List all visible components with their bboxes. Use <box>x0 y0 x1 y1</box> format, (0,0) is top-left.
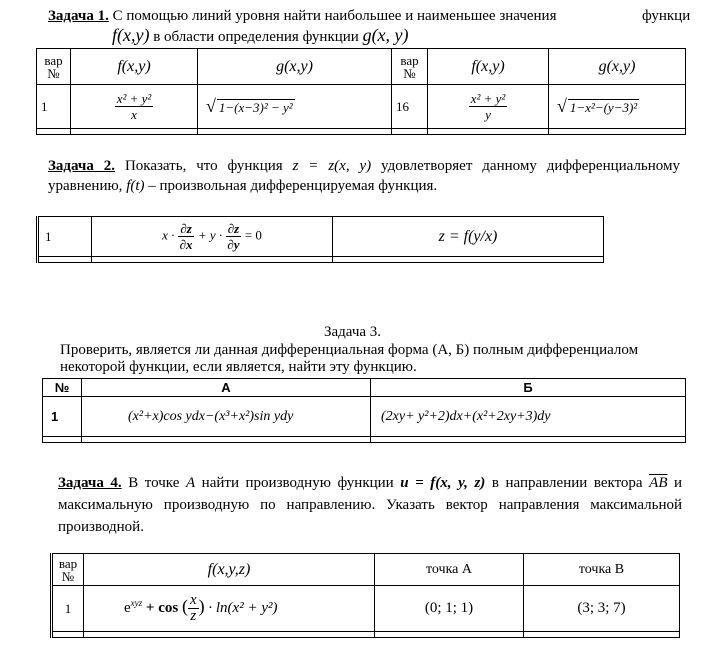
t4-frac-num: x <box>189 592 197 608</box>
t1-row1-g: √ 1−(x−3)² − y² <box>198 85 392 129</box>
t4-exp: e <box>124 599 131 616</box>
task1-line2-text: в области определения функции <box>153 29 359 45</box>
task2-ft: f(t) <box>126 178 145 194</box>
t4-pt-a: (0; 1; 1) <box>375 586 524 632</box>
t1-hdr-no-text: № <box>47 65 60 81</box>
task2-func: z = z(x, y) <box>292 158 372 174</box>
task1-line1 <box>48 6 705 26</box>
t2-eq-mid: + y · <box>197 227 223 243</box>
task2-text4: – произвольная дифференцируемая функция. <box>148 178 438 194</box>
t1-hdr-g: g(x,y) <box>198 49 392 85</box>
t4-f: $e^{xyz} + \cos$ ( $\frac{x}{z}$ ) · ln(x² + y²) <box>84 586 375 632</box>
task2-title: Задача 2. <box>48 158 116 174</box>
t4-hdr-no-text: № <box>61 568 75 584</box>
task2-text1: Показать, что функция <box>124 158 283 174</box>
t1-hdr-var-text: вар <box>44 52 63 68</box>
t4-hdr-a: точка A <box>375 554 524 586</box>
t1-row2-f-den: y <box>485 107 491 122</box>
t4-plus-cos: + cos <box>145 599 179 616</box>
task1-title: Задача 1. <box>48 8 109 24</box>
task4-vec: $\overline{AB}$ <box>649 475 668 491</box>
t4-ln: · ln(x² + y²) <box>208 599 278 616</box>
t3-form-b: (2xy+ y²+2)dx+(x²+2xy+3)dy <box>371 397 686 437</box>
t3-hdr-no: № <box>43 379 82 397</box>
t2-row-var: 1 <box>38 217 92 257</box>
task2-text2: удовлетворяет данному дифференциальному <box>381 158 681 174</box>
t2-eq-post: = 0 <box>244 227 262 243</box>
t3-hdr-b: Б <box>371 379 686 397</box>
t3-row-no: 1 <box>43 397 82 437</box>
t3-form-a: (x²+x)cos ydx−(x³+x²)sin ydy <box>82 397 371 437</box>
task2-table <box>36 216 604 263</box>
t2-eq-num1: ∂z <box>180 221 192 236</box>
t1-hdr-var <box>37 49 71 85</box>
t1-hdr-f2: f(x,y) <box>428 49 549 85</box>
task1-text-end: функци <box>642 8 691 24</box>
t2-eq <box>92 217 333 257</box>
t4-frac-den: z <box>190 608 197 624</box>
t4-row-var: 1 <box>52 586 84 632</box>
t4-hdr-var <box>52 554 84 586</box>
t2-eq-den2: ∂y <box>227 237 240 252</box>
t1-row1-g-text: 1−(x−3)² − y² <box>218 100 293 115</box>
t2-eq-den1: ∂x <box>179 237 193 252</box>
t1-hdr-no2-text: № <box>403 65 416 81</box>
task4-table <box>50 553 680 638</box>
task1-fxy: f(x,y) <box>112 25 150 45</box>
t1-row2-g-text: 1−x²−(y−3)² <box>569 100 638 115</box>
task4-para <box>58 472 682 538</box>
t4-exp-sup: xyz <box>130 597 143 608</box>
t1-row2-f-num: x² + y² <box>470 91 506 106</box>
t1-hdr-var2-text: вар <box>400 52 419 68</box>
task1-gxy: g(x, y) <box>362 25 409 45</box>
t1-hdr-f: f(x,y) <box>71 49 198 85</box>
task3-text: Проверить, является ли данная дифференциальная форма (А, Б) полным дифференциалом некоторой функции, если является, найти эту функцию. <box>60 342 639 375</box>
t1-row1-var: 1 <box>37 85 71 129</box>
t4-pt-b: (3; 3; 7) <box>524 586 680 632</box>
t2-z-eq: z = f(y/x) <box>333 217 604 257</box>
t1-hdr-g2: g(x,y) <box>549 49 686 85</box>
t4-hdr-b: точка B <box>524 554 680 586</box>
t1-row1-f-den: x <box>131 107 137 122</box>
t1-hdr-var2 <box>392 49 428 85</box>
task1-text: С помощью линий уровня найти наибольшее и наименьшее значения <box>112 8 557 24</box>
t4-hdr-f: f(x,y,z) <box>84 554 375 586</box>
task1-line2 <box>112 25 409 47</box>
t3-hdr-a: А <box>82 379 371 397</box>
task3-title: Задача 3. <box>323 324 382 340</box>
t2-eq-pre: x · <box>162 227 175 243</box>
task3-table <box>42 378 686 443</box>
t1-row2-g: √ 1−x²−(y−3)² <box>549 85 686 129</box>
task4-text3: в направлении вектора <box>491 475 643 491</box>
task4-title: Задача 4. <box>58 475 122 491</box>
t2-eq-num2: ∂z <box>227 221 240 236</box>
task1-table <box>36 48 686 135</box>
task4-text4: и максимальную производную по направлению. Указать вектор направления максимальной производной. <box>58 475 683 535</box>
task4-text2: найти производную функции <box>201 475 394 491</box>
task4-text1: В точке <box>128 475 180 491</box>
task2-text3: уравнению, <box>48 178 123 194</box>
task4-point-a: A <box>185 475 196 491</box>
t4-hdr-var-text: вар <box>58 555 78 571</box>
t1-row1-f-num: x² + y² <box>116 91 152 106</box>
task4-func: u = f(x, y, z) <box>400 475 486 491</box>
t1-row1-f <box>71 85 198 129</box>
t1-row2-var: 16 <box>392 85 428 129</box>
task2-para <box>48 156 680 196</box>
t1-row2-f <box>428 85 549 129</box>
